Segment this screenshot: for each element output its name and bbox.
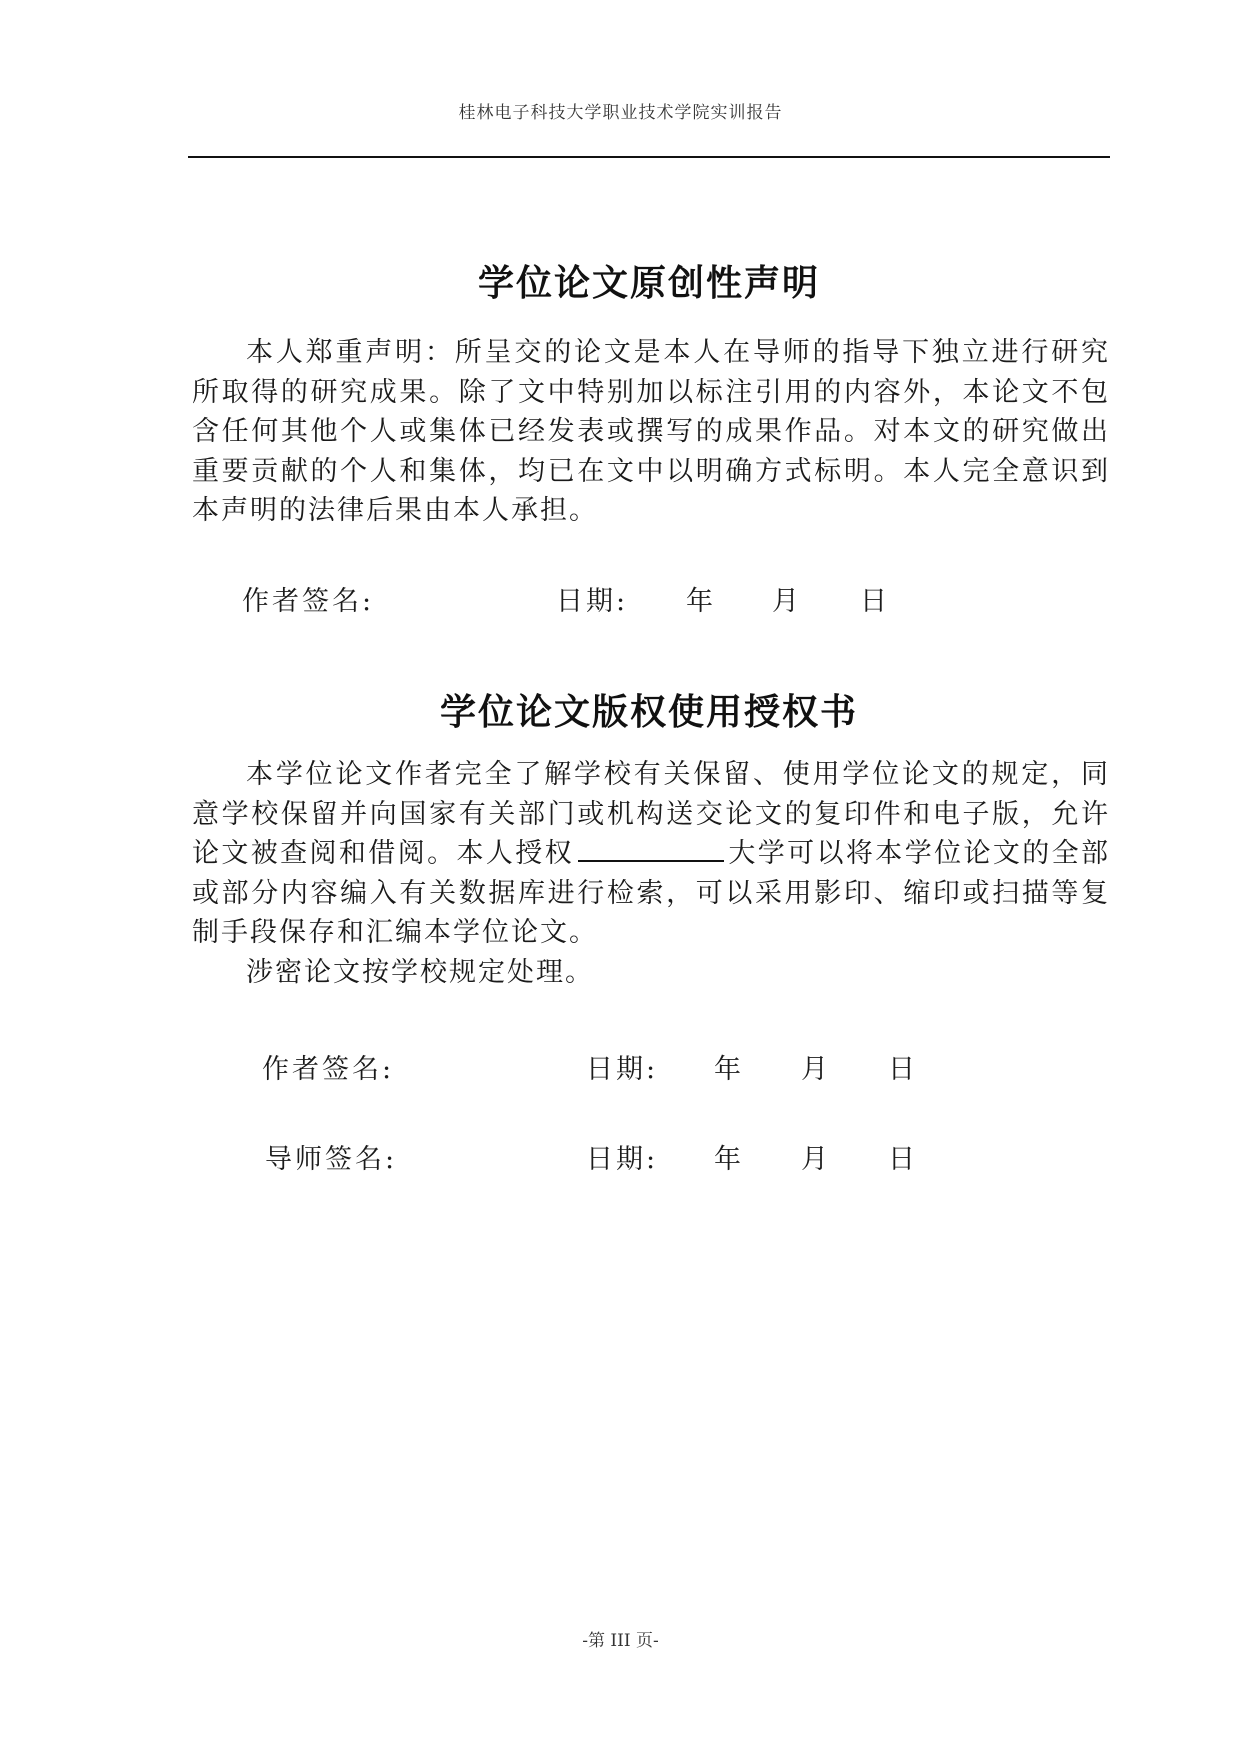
copyright-body bbox=[192, 755, 1110, 953]
copyright-body-before: 本学位论文作者完全了解学校有关保留、使用学位论文的规定，同意学校保留并向国家有关部门或机构送交论文的复印件和电子版，允许论文被查阅和借阅。本人授权 bbox=[192, 759, 1110, 869]
copyright-advisor-signature-row bbox=[0, 1140, 1241, 1180]
month-label: 月 bbox=[772, 586, 802, 617]
date-label: 日期: bbox=[586, 1054, 659, 1085]
day-label: 日 bbox=[860, 586, 890, 617]
copyright-body-after: 大学可以将本学位论文的全部或部分内容编入有关数据库进行检索，可以采用影印、缩印或扫描等复制手段保存和汇编本学位论文。 bbox=[192, 838, 1110, 948]
university-name-blank bbox=[578, 834, 724, 862]
day-label: 日 bbox=[888, 1144, 918, 1175]
classified-note: 涉密论文按学校规定处理。 bbox=[246, 956, 594, 988]
copyright-title: 学位论文版权使用授权书 bbox=[439, 691, 858, 733]
header-divider bbox=[188, 156, 1110, 158]
copyright-paragraph bbox=[192, 755, 1110, 992]
day-label: 日 bbox=[888, 1054, 918, 1085]
year-label: 年 bbox=[714, 1054, 744, 1085]
month-label: 月 bbox=[801, 1144, 831, 1175]
originality-signature-row bbox=[0, 582, 1241, 622]
advisor-signature-label: 导师签名: bbox=[265, 1144, 398, 1175]
month-label: 月 bbox=[801, 1054, 831, 1085]
originality-body: 本人郑重声明：所呈交的论文是本人在导师的指导下独立进行研究所取得的研究成果。除了文中特别加以标注引用的内容外，本论文不包含任何其他个人或集体已经发表或撰写的成果作品。对本文的研究做出重要贡献的个人和集体，均已在文中以明确方式标明。本人完全意识到本声明的法律后果由本人承担。 bbox=[192, 337, 1110, 526]
date-label: 日期: bbox=[556, 586, 629, 617]
date-label: 日期: bbox=[586, 1144, 659, 1175]
author-signature-label: 作者签名: bbox=[262, 1054, 395, 1085]
page-number: -第 III 页- bbox=[582, 1631, 659, 1651]
year-label: 年 bbox=[714, 1144, 744, 1175]
page-header: 桂林电子科技大学职业技术学院实训报告 bbox=[458, 103, 783, 123]
copyright-author-signature-row bbox=[0, 1050, 1241, 1090]
originality-title: 学位论文原创性声明 bbox=[477, 262, 820, 304]
author-signature-label: 作者签名: bbox=[242, 586, 375, 617]
year-label: 年 bbox=[686, 586, 716, 617]
originality-paragraph bbox=[192, 333, 1110, 531]
